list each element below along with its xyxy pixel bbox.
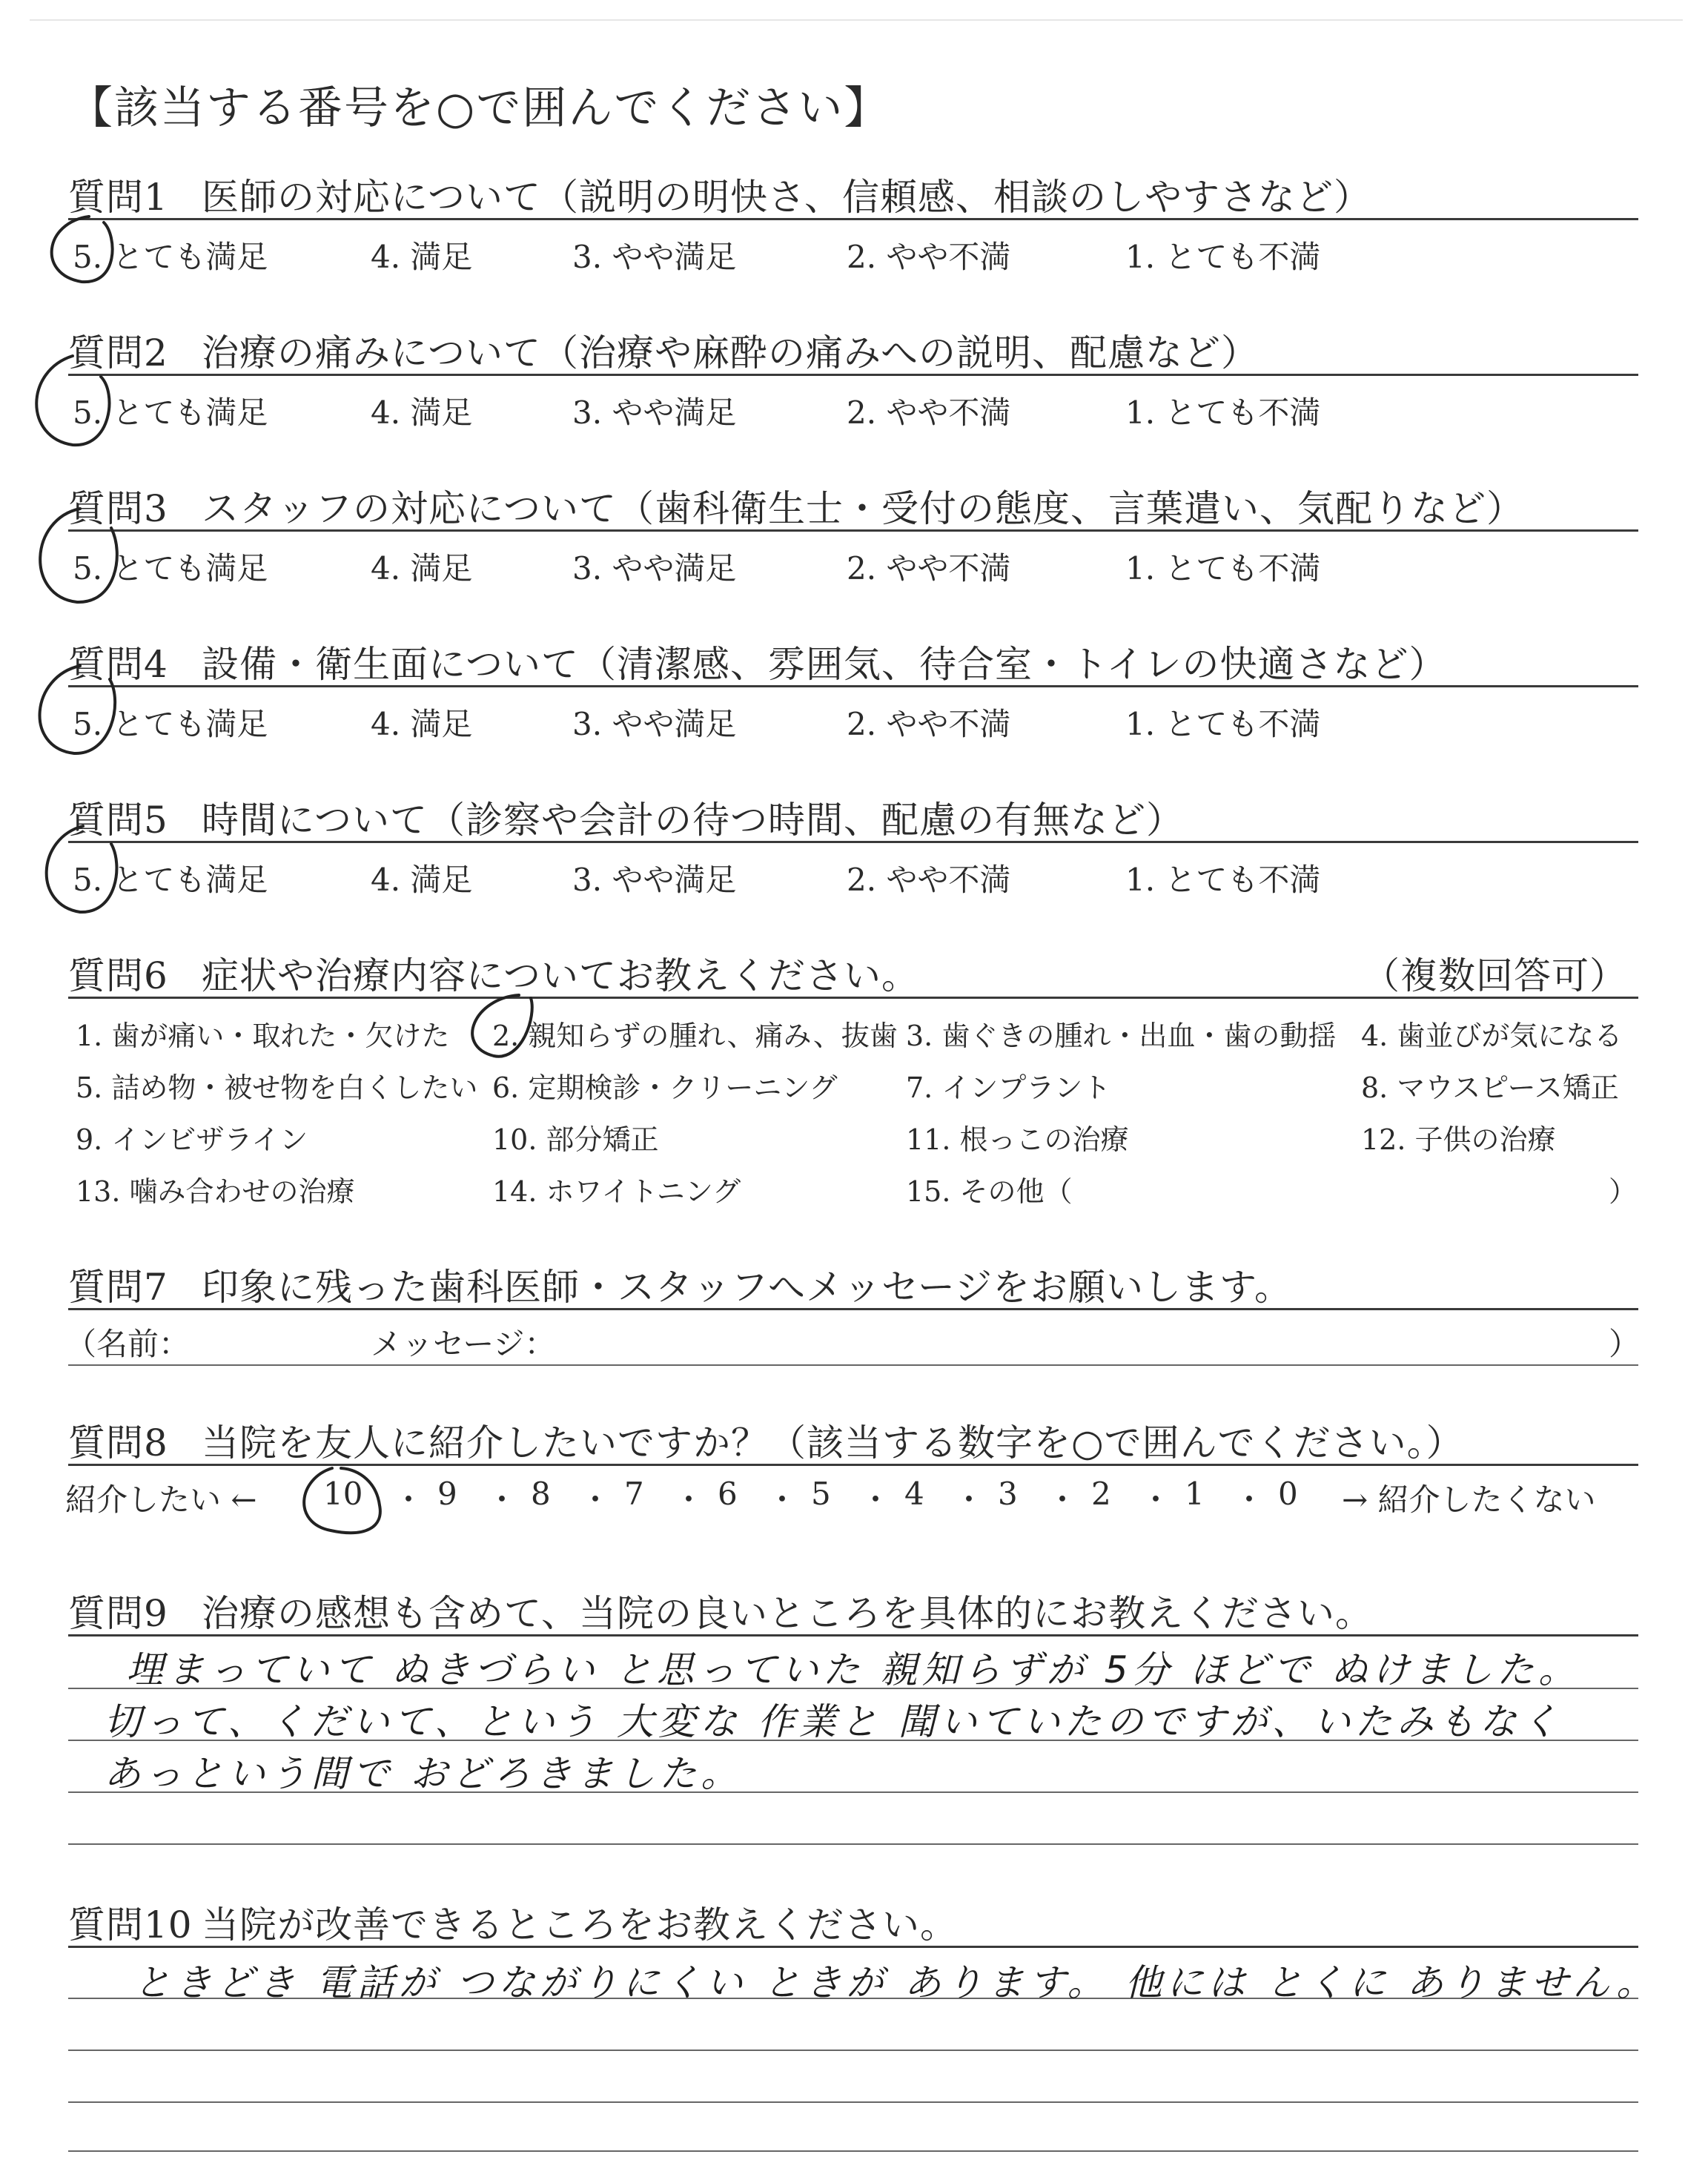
q4-option-5[interactable]: 5. とても満足 — [73, 706, 268, 742]
q9-answer-line-1: 埋まっていて ぬきづらい と思っていた 親知らずが 5分 ほどで ぬけました。 — [126, 1648, 1580, 1691]
q5-option-2[interactable]: 2. やや不満 — [847, 862, 1011, 898]
q5-option-5[interactable]: 5. とても満足 — [73, 862, 268, 898]
q8-option-7[interactable]: 7 — [624, 1476, 644, 1512]
q8-separator: ・ — [673, 1482, 705, 1518]
q4-option-2[interactable]: 2. やや不満 — [847, 706, 1011, 742]
q6-option-7[interactable]: 7. インプラント — [906, 1071, 1111, 1104]
q8-separator: ・ — [1140, 1482, 1172, 1518]
q6-option-1[interactable]: 1. 歯が痛い・取れた・欠けた — [76, 1020, 450, 1052]
q6-option-13[interactable]: 13. 噛み合わせの治療 — [76, 1175, 355, 1208]
q2-option-3[interactable]: 3. やや満足 — [572, 394, 737, 431]
question-9-rule — [68, 1634, 1638, 1636]
q1-option-5[interactable]: 5. とても満足 — [73, 239, 268, 275]
q8-left-label: 紹介したい ← — [65, 1482, 257, 1518]
question-7-rule — [68, 1308, 1638, 1310]
question-3-rule — [68, 529, 1638, 532]
question-10-rule — [68, 1946, 1638, 1948]
question-2-label: 質問2 — [68, 331, 168, 374]
q6-option-6[interactable]: 6. 定期検診・クリーニング — [492, 1071, 838, 1104]
q8-option-1[interactable]: 1 — [1185, 1476, 1205, 1512]
q2-option-5[interactable]: 5. とても満足 — [73, 394, 268, 431]
q8-option-3[interactable]: 3 — [998, 1476, 1018, 1512]
q6-option-10[interactable]: 10. 部分矯正 — [492, 1123, 659, 1156]
q6-option-12[interactable]: 12. 子供の治療 — [1361, 1123, 1556, 1156]
question-6-label: 質問6 — [68, 954, 168, 997]
q7-message-label: メッセージ： — [371, 1326, 556, 1362]
question-1-rule — [68, 218, 1638, 220]
q9-answer-line-2: 切って、くだいて、という 大変な 作業と 聞いていたのですが、いたみもなく — [104, 1700, 1563, 1743]
q8-option-8[interactable]: 8 — [531, 1476, 551, 1512]
page-title: 【該当する番号を○で囲んでください】 — [68, 82, 890, 134]
q8-option-0[interactable]: 0 — [1278, 1476, 1298, 1512]
q6-option-15-close: ） — [1609, 1175, 1638, 1208]
q6-option-11[interactable]: 11. 根っこの治療 — [906, 1123, 1129, 1156]
q4-option-4[interactable]: 4. 満足 — [371, 706, 473, 742]
question-6-rule — [68, 997, 1638, 999]
q4-option-3[interactable]: 3. やや満足 — [572, 706, 737, 742]
question-1-text: 医師の対応について（説明の明快さ、信頼感、相談のしやすさなど） — [202, 176, 1371, 219]
q8-separator: ・ — [1234, 1482, 1265, 1518]
question-4-rule — [68, 685, 1638, 687]
q8-separator: ・ — [1047, 1482, 1079, 1518]
q8-option-4[interactable]: 4 — [904, 1476, 924, 1512]
question-10-text: 当院が改善できるところをお教えください。 — [202, 1903, 958, 1946]
question-4-text: 設備・衛生面について（清潔感、雰囲気、待合室・トイレの快適さなど） — [202, 643, 1447, 686]
question-8-label: 質問8 — [68, 1421, 168, 1464]
question-7-text: 印象に残った歯科医師・スタッフへメッセージをお願いします。 — [202, 1266, 1292, 1309]
q1-option-4[interactable]: 4. 満足 — [371, 239, 473, 275]
scan-edge-line — [30, 19, 1683, 21]
q8-separator: ・ — [953, 1482, 985, 1518]
q1-option-1[interactable]: 1. とても不満 — [1125, 239, 1321, 275]
question-9-text: 治療の感想も含めて、当院の良いところを具体的にお教えください。 — [202, 1592, 1373, 1635]
q6-option-2[interactable]: 2. 親知らずの腫れ、痛み、抜歯 — [492, 1020, 898, 1052]
question-2-rule — [68, 374, 1638, 376]
q8-option-10[interactable]: 10 — [323, 1476, 363, 1512]
q8-option-9[interactable]: 9 — [437, 1476, 457, 1512]
q8-option-5[interactable]: 5 — [811, 1476, 831, 1512]
q3-option-4[interactable]: 4. 満足 — [371, 550, 473, 587]
q9-answer-line-3: あっという間で おどろきました。 — [104, 1752, 743, 1795]
q4-option-1[interactable]: 1. とても不満 — [1125, 706, 1321, 742]
q1-option-3[interactable]: 3. やや満足 — [572, 239, 737, 275]
q7-close-paren: ） — [1609, 1326, 1641, 1362]
question-5-rule — [68, 841, 1638, 843]
q10-answer-line-1: ときどき 電話が つながりにくい ときが あります。 他には とくに ありません。 — [133, 1961, 1658, 2004]
question-9-label: 質問9 — [68, 1592, 168, 1635]
q2-option-1[interactable]: 1. とても不満 — [1125, 394, 1321, 431]
q3-option-1[interactable]: 1. とても不満 — [1125, 550, 1321, 587]
q8-separator: ・ — [767, 1482, 798, 1518]
q8-separator: ・ — [860, 1482, 892, 1518]
q5-option-4[interactable]: 4. 満足 — [371, 862, 473, 898]
question-6-note: （複数回答可） — [1363, 954, 1627, 997]
q8-separator: ・ — [393, 1482, 425, 1518]
q8-option-2[interactable]: 2 — [1091, 1476, 1111, 1512]
question-5-label: 質問5 — [68, 799, 168, 842]
q2-option-2[interactable]: 2. やや不満 — [847, 394, 1011, 431]
q10-line-3 — [68, 2101, 1638, 2103]
question-4-label: 質問4 — [68, 643, 168, 686]
q6-option-5[interactable]: 5. 詰め物・被せ物を白くしたい — [76, 1071, 478, 1104]
q6-option-3[interactable]: 3. 歯ぐきの腫れ・出血・歯の動揺 — [906, 1020, 1337, 1052]
q5-option-1[interactable]: 1. とても不満 — [1125, 862, 1321, 898]
q6-option-14[interactable]: 14. ホワイトニング — [492, 1175, 741, 1208]
q6-option-15[interactable]: 15. その他（ — [906, 1175, 1073, 1208]
q7-name-label: （名前： — [65, 1326, 191, 1362]
q7-answer-rule — [68, 1364, 1638, 1366]
question-8-text: 当院を友人に紹介したいですか？（該当する数字を○で囲んでください。） — [202, 1421, 1464, 1464]
question-7-label: 質問7 — [68, 1266, 168, 1309]
question-8-rule — [68, 1464, 1638, 1466]
q1-option-2[interactable]: 2. やや不満 — [847, 239, 1011, 275]
q8-separator: ・ — [486, 1482, 518, 1518]
q6-option-9[interactable]: 9. インビザライン — [76, 1123, 308, 1156]
q8-right-label: → 紹介したくない — [1342, 1482, 1596, 1518]
question-5-text: 時間について（診察や会計の待つ時間、配慮の有無など） — [202, 799, 1184, 842]
q10-line-2 — [68, 2050, 1638, 2051]
q8-option-6[interactable]: 6 — [718, 1476, 738, 1512]
question-3-text: スタッフの対応について（歯科衛生士・受付の態度、言葉遣い、気配りなど） — [202, 487, 1524, 530]
question-10-label: 質問10 — [68, 1903, 193, 1946]
q5-option-3[interactable]: 3. やや満足 — [572, 862, 737, 898]
q3-option-3[interactable]: 3. やや満足 — [572, 550, 737, 587]
q8-separator: ・ — [580, 1482, 612, 1518]
q9-line-4 — [68, 1843, 1638, 1845]
q2-option-4[interactable]: 4. 満足 — [371, 394, 473, 431]
q10-line-4 — [68, 2150, 1638, 2152]
question-2-text: 治療の痛みについて（治療や麻酔の痛みへの説明、配慮など） — [202, 331, 1259, 374]
q3-option-2[interactable]: 2. やや不満 — [847, 550, 1011, 587]
question-6-text: 症状や治療内容についてお教えください。 — [202, 954, 919, 997]
q6-option-8[interactable]: 8. マウスピース矯正 — [1361, 1071, 1619, 1104]
q6-option-4[interactable]: 4. 歯並びが気になる — [1361, 1020, 1623, 1052]
q3-option-5[interactable]: 5. とても満足 — [73, 550, 268, 587]
question-1-label: 質問1 — [68, 176, 168, 219]
question-3-label: 質問3 — [68, 487, 168, 530]
